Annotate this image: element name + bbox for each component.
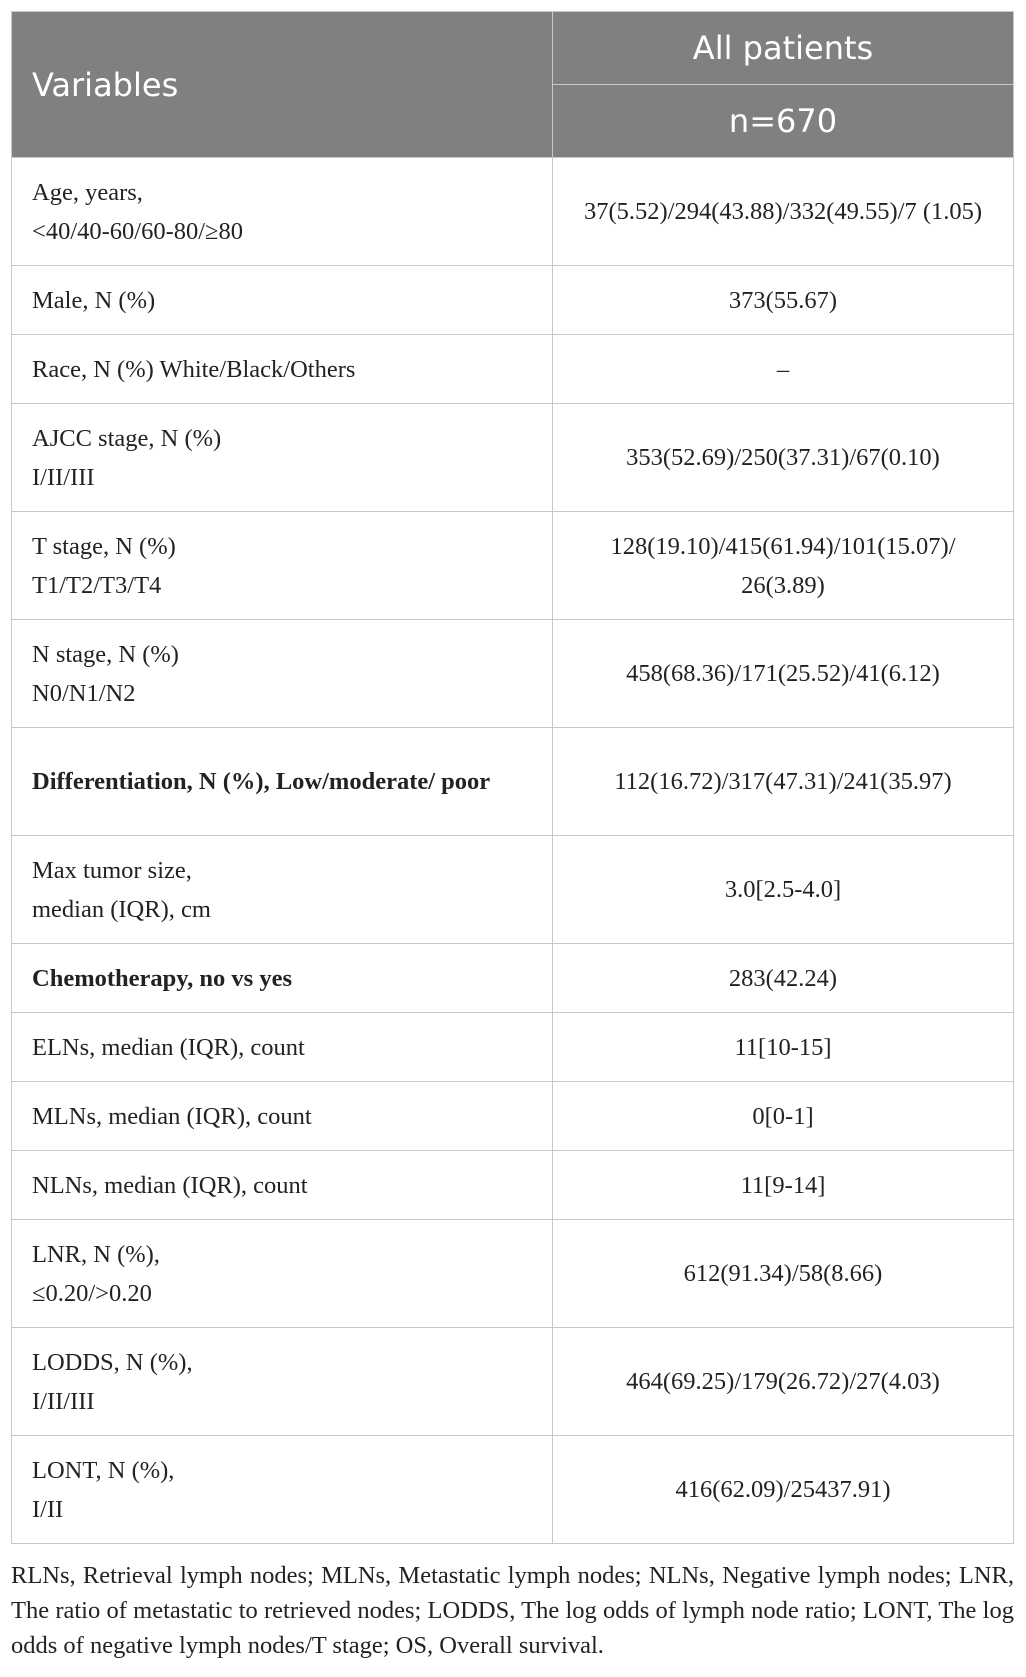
variable-cell — [12, 1082, 553, 1151]
row-label: LODDS, N (%), — [32, 1348, 193, 1376]
variable-cell — [12, 1151, 553, 1220]
value-cell: 3.0[2.5-4.0] — [553, 836, 1014, 944]
variable-cell — [12, 1013, 553, 1082]
table-row — [12, 335, 1014, 404]
table-row — [12, 266, 1014, 335]
table-footnote: RLNs, Retrieval lymph nodes; MLNs, Metastatic lymph nodes; NLNs, Negative lymph nodes; LNR, The ratio of metastatic to retrieved nodes; LODDS, The log odds of lymph node ratio; LONT, The log odds of negative lymph nodes/T stage; OS, Overall survival. — [11, 1562, 1014, 1659]
table-row — [12, 944, 1014, 1013]
value-cell: 11[10-15] — [553, 1013, 1014, 1082]
value-cell: 283(42.24) — [553, 944, 1014, 1013]
value-cell: – — [553, 335, 1014, 404]
variable-cell — [12, 836, 553, 944]
table-row — [12, 1151, 1014, 1220]
row-label: T stage, N (%) — [32, 532, 176, 560]
row-label-sub: I/II/III — [32, 463, 95, 491]
value-cell: 37(5.52)/294(43.88)/332(49.55)/7 (1.05) — [553, 158, 1014, 266]
value-cell: 612(91.34)/58(8.66) — [553, 1220, 1014, 1328]
table-row — [12, 620, 1014, 728]
value-cell: 416(62.09)/25437.91) — [553, 1436, 1014, 1544]
row-label: Age, years, — [32, 178, 143, 206]
value-cell: 0[0-1] — [553, 1082, 1014, 1151]
value-cell: 353(52.69)/250(37.31)/67(0.10) — [553, 404, 1014, 512]
value-cell: 458(68.36)/171(25.52)/41(6.12) — [553, 620, 1014, 728]
value-cell: 11[9-14] — [553, 1151, 1014, 1220]
row-label: ELNs, median (IQR), count — [32, 1033, 305, 1061]
row-label: AJCC stage, N (%) — [32, 424, 222, 452]
table-row — [12, 1013, 1014, 1082]
variable-cell — [12, 158, 553, 266]
row-label: LNR, N (%), — [32, 1240, 160, 1268]
row-label: Chemotherapy, no vs yes — [32, 964, 292, 992]
row-label-sub: median (IQR), cm — [32, 895, 211, 923]
row-label: NLNs, median (IQR), count — [32, 1171, 308, 1199]
row-label: Male, N (%) — [32, 286, 156, 314]
variable-cell — [12, 1328, 553, 1436]
row-label: Differentiation, N (%), Low/moderate/ poor — [32, 768, 491, 795]
row-label: Max tumor size, — [32, 856, 192, 884]
row-label-sub: T1/T2/T3/T4 — [32, 571, 162, 599]
table-row — [12, 1436, 1014, 1544]
row-label-sub: <40/40-60/60-80/≥80 — [32, 217, 244, 245]
table-row — [12, 404, 1014, 512]
patient-characteristics-table — [11, 11, 1014, 1544]
row-label-sub: I/II — [32, 1495, 64, 1523]
row-label: Race, N (%) White/Black/Others — [32, 355, 356, 383]
variable-cell — [12, 1220, 553, 1328]
value-cell: 112(16.72)/317(47.31)/241(35.97) — [553, 728, 1014, 836]
row-label-sub: I/II/III — [32, 1387, 95, 1415]
header-n: n=670 — [553, 85, 1014, 158]
value-cell: 128(19.10)/415(61.94)/101(15.07)/ 26(3.89) — [553, 512, 1014, 620]
table-row — [12, 158, 1014, 266]
variable-cell — [12, 266, 553, 335]
header-variables: Variables — [12, 12, 553, 158]
value-cell: 464(69.25)/179(26.72)/27(4.03) — [553, 1328, 1014, 1436]
variable-cell — [12, 512, 553, 620]
row-label-sub: ≤0.20/>0.20 — [32, 1279, 152, 1307]
variable-cell — [12, 728, 553, 836]
table-row — [12, 728, 1014, 836]
row-label: MLNs, median (IQR), count — [32, 1102, 312, 1130]
table-row — [12, 836, 1014, 944]
table-row — [12, 1220, 1014, 1328]
variable-cell — [12, 1436, 553, 1544]
table-row — [12, 1328, 1014, 1436]
header-all-patients: All patients — [553, 12, 1014, 85]
value-cell: 373(55.67) — [553, 266, 1014, 335]
row-label-sub: N0/N1/N2 — [32, 679, 136, 707]
table-row — [12, 512, 1014, 620]
variable-cell — [12, 620, 553, 728]
variable-cell — [12, 944, 553, 1013]
variable-cell — [12, 404, 553, 512]
row-label: LONT, N (%), — [32, 1456, 175, 1484]
variable-cell — [12, 335, 553, 404]
table-row — [12, 1082, 1014, 1151]
row-label: N stage, N (%) — [32, 640, 179, 668]
